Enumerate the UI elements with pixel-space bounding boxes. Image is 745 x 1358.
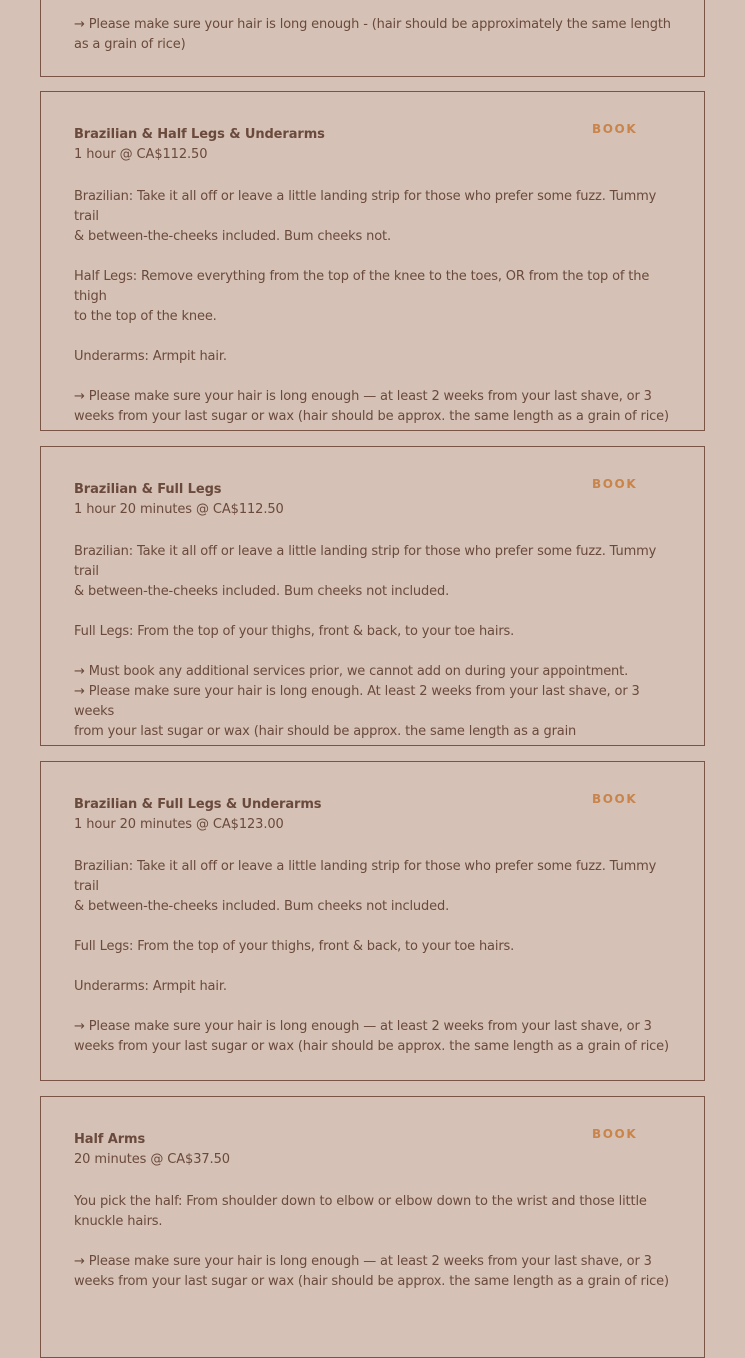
book-button[interactable]: BOOK [592, 1127, 638, 1141]
service-description-full-legs: Full Legs: From the top of your thighs, front & back, to your toe hairs. [74, 939, 515, 954]
service-card-brazilian-full-legs [40, 446, 705, 746]
service-title: Brazilian & Half Legs & Underarms [74, 127, 325, 142]
service-title: Brazilian & Full Legs [74, 482, 222, 497]
service-card-half-arms [40, 1096, 705, 1358]
hair-length-note: → Please make sure your hair is long enough - (hair should be approximately the same length as a grain of rice) [74, 17, 671, 52]
booking-and-hair-length-notes: → Must book any additional services prior, we cannot add on during your appointment. → Please make sure your hair is long enough. At least 2 weeks from your last shave, or 3 weeks from your last sugar or wax (hair should be approx. the same length as a grain [74, 664, 640, 739]
service-duration-price: 1 hour 20 minutes @ CA$112.50 [74, 502, 284, 517]
book-button[interactable]: BOOK [592, 792, 638, 806]
book-button[interactable]: BOOK [592, 477, 638, 491]
hair-length-note: → Please make sure your hair is long enough — at least 2 weeks from your last shave, or 3 weeks from your last sugar or wax (hair should be approx. the same length as a grain of rice) [74, 1254, 669, 1289]
service-description-half-legs: Half Legs: Remove everything from the top of the knee to the toes, OR from the top of the thigh to the top of the knee. [74, 269, 650, 324]
hair-length-note: → Please make sure your hair is long enough — at least 2 weeks from your last shave, or 3 weeks from your last sugar or wax (hair should be approx. the same length as a grain of rice) [74, 1019, 669, 1054]
service-card-partial [40, 0, 705, 77]
service-description-brazilian: Brazilian: Take it all off or leave a little landing strip for those who prefer some fuzz. Tummy trail & between-the-cheeks included. Bum cheeks not. [74, 189, 657, 244]
service-duration-price: 1 hour 20 minutes @ CA$123.00 [74, 817, 284, 832]
service-card-brazilian-half-legs-underarms [40, 91, 705, 431]
book-button[interactable]: BOOK [592, 122, 638, 136]
service-card-brazilian-full-legs-underarms [40, 761, 705, 1081]
service-title: Brazilian & Full Legs & Underarms [74, 797, 322, 812]
service-description-brazilian: Brazilian: Take it all off or leave a little landing strip for those who prefer some fuzz. Tummy trail & between-the-cheeks included. Bum cheeks not included. [74, 859, 657, 914]
service-description-brazilian: Brazilian: Take it all off or leave a little landing strip for those who prefer some fuzz. Tummy trail & between-the-cheeks included. Bum cheeks not included. [74, 544, 657, 599]
hair-length-note: → Please make sure your hair is long enough — at least 2 weeks from your last shave, or 3 weeks from your last sugar or wax (hair should be approx. the same length as a grain of rice) [74, 389, 669, 424]
service-description-underarms: Underarms: Armpit hair. [74, 349, 227, 364]
service-description-half-arms: You pick the half: From shoulder down to elbow or elbow down to the wrist and those little knuckle hairs. [74, 1194, 647, 1229]
service-description-underarms: Underarms: Armpit hair. [74, 979, 227, 994]
service-duration-price: 20 minutes @ CA$37.50 [74, 1152, 230, 1167]
service-duration-price: 1 hour @ CA$112.50 [74, 147, 208, 162]
service-description-full-legs: Full Legs: From the top of your thighs, front & back, to your toe hairs. [74, 624, 515, 639]
service-title: Half Arms [74, 1132, 146, 1147]
